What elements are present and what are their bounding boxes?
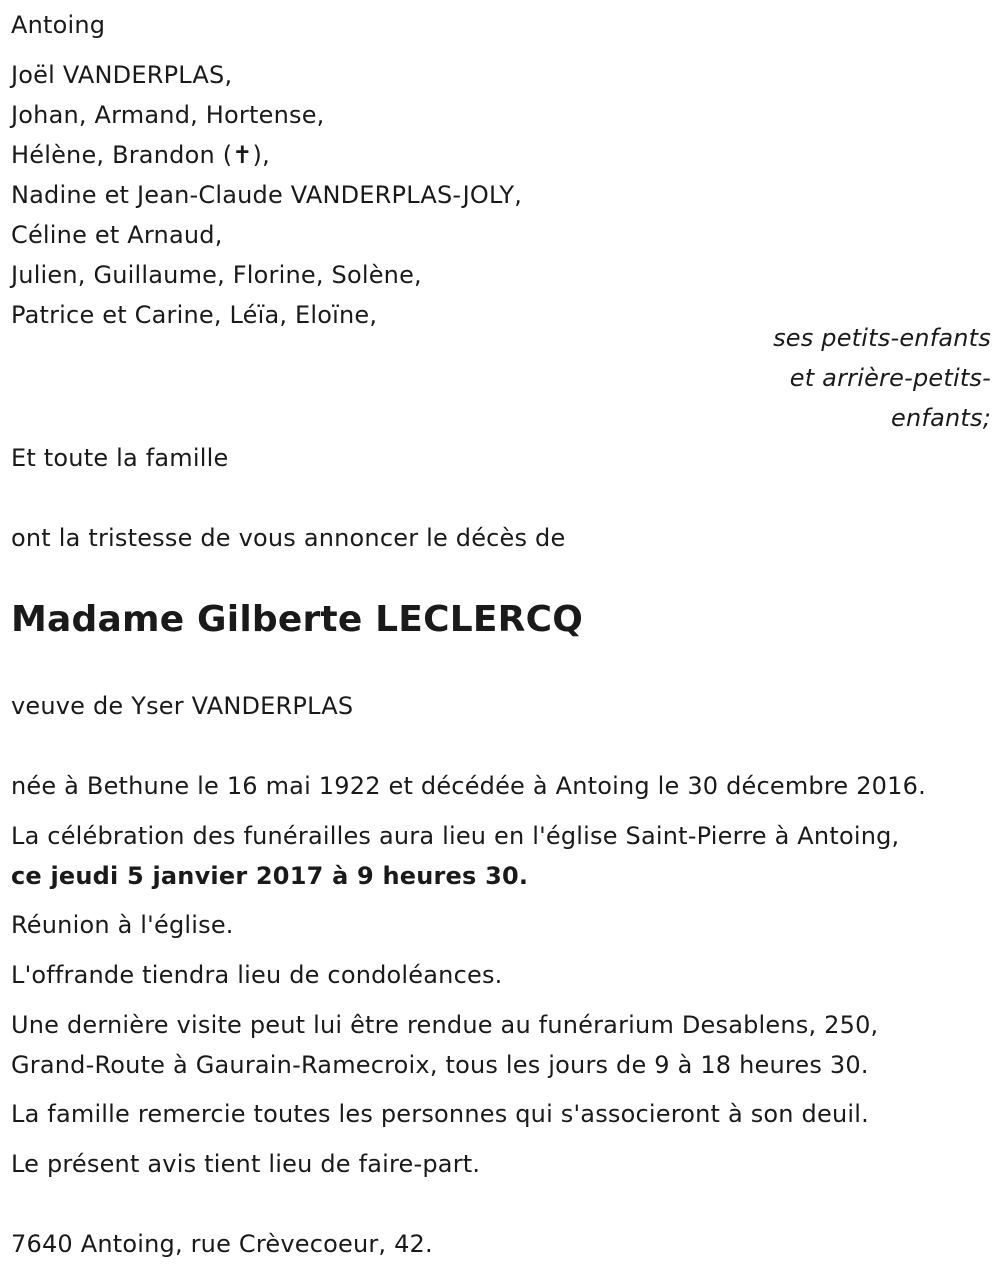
- family-line-2: Johan, Armand, Hortense,: [11, 101, 325, 129]
- meeting: Réunion à l'église.: [11, 911, 234, 939]
- notice: Le présent avis tient lieu de faire-part.: [11, 1150, 481, 1178]
- all-family: Et toute la famille: [11, 444, 229, 472]
- address: 7640 Antoing, rue Crèvecoeur, 42.: [11, 1230, 433, 1258]
- family-line-7: Patrice et Carine, Léïa, Eloïne,: [11, 301, 378, 329]
- family-line-1: Joël VANDERPLAS,: [11, 61, 233, 89]
- deceased-name: Madame Gilberte LECLERCQ: [11, 599, 583, 640]
- visit-line-2: Grand-Route à Gaurain-Ramecroix, tous les jours de 9 à 18 heures 30.: [11, 1051, 869, 1079]
- birth-death: née à Bethune le 16 mai 1922 et décédée à Antoing le 30 décembre 2016.: [11, 772, 926, 800]
- visit-line-1: Une dernière visite peut lui être rendue au funérarium Desablens, 250,: [11, 1011, 879, 1039]
- funeral-date: ce jeudi 5 janvier 2017 à 9 heures 30.: [11, 862, 529, 890]
- family-role-line-3: enfants;: [891, 404, 991, 432]
- family-role-line-1: ses petits-enfants: [773, 324, 991, 352]
- family-line-4: Nadine et Jean-Claude VANDERPLAS-JOLY,: [11, 181, 523, 209]
- widow-of: veuve de Yser VANDERPLAS: [11, 692, 354, 720]
- announcement: ont la tristesse de vous annoncer le décès de: [11, 524, 566, 552]
- family-line-5: Céline et Arnaud,: [11, 221, 223, 249]
- funeral-line-1: La célébration des funérailles aura lieu en l'église Saint-Pierre à Antoing,: [11, 822, 900, 850]
- family-line-6: Julien, Guillaume, Florine, Solène,: [11, 261, 422, 289]
- family-line-3: Hélène, Brandon (✝),: [11, 141, 270, 169]
- offering: L'offrande tiendra lieu de condoléances.: [11, 961, 503, 989]
- thanks: La famille remercie toutes les personnes qui s'associeront à son deuil.: [11, 1100, 869, 1128]
- family-role-line-2: et arrière-petits-: [789, 364, 991, 392]
- location-header: Antoing: [11, 11, 106, 39]
